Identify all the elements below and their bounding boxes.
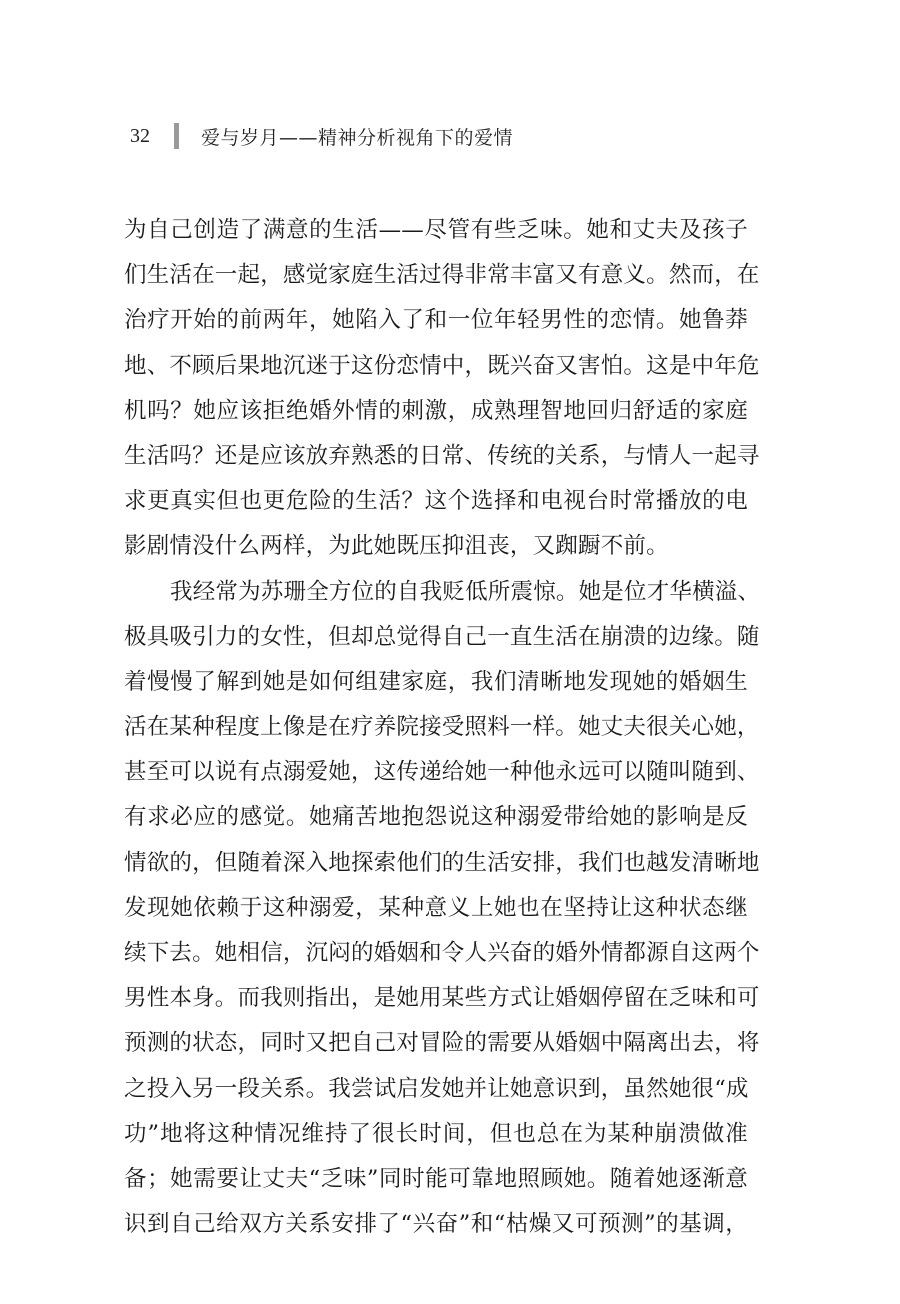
text-line: 活在某种程度上像是在疗养院接受照料一样。她丈夫很关心她， [124, 714, 760, 741]
text-line: 备；她需要让丈夫“乏味”同时能可靠地照顾她。随着她逐渐意 [124, 1165, 748, 1192]
text-line: 地、不顾后果地沉迷于这份恋情中，既兴奋又害怕。这是中年危 [124, 352, 760, 379]
page-number: 32 [130, 124, 150, 147]
text-line: 男性本身。而我则指出，是她用某些方式让婚姻停留在乏味和可 [124, 985, 760, 1012]
text-line: 我经常为苏珊全方位的自我贬低所震惊。她是位才华横溢、 [170, 578, 761, 605]
text-line: 影剧情没什么两样，为此她既压抑沮丧，又踟蹰不前。 [124, 533, 669, 560]
text-line: 之投入另一段关系。我尝试启发她并让她意识到，虽然她很“成 [124, 1075, 749, 1102]
text-line: 治疗开始的前两年，她陷入了和一位年轻男性的恋情。她鲁莽 [124, 307, 748, 334]
text-line: 情欲的，但随着深入地探索他们的生活安排，我们也越发清晰地 [124, 849, 760, 876]
text-line: 有求必应的感觉。她痛苦地抱怨说这种溺爱带给她的影响是反 [124, 804, 748, 831]
text-line: 为自己创造了满意的生活——尽管有些乏味。她和丈夫及孩子 [124, 217, 748, 243]
text-line: 识到自己给双方关系安排了“兴奋”和“枯燥又可预测”的基调， [124, 1211, 748, 1238]
text-line: 极具吸引力的女性，但却总觉得自己一直生活在崩溃的边缘。随 [124, 623, 760, 650]
header-divider [174, 123, 179, 149]
body-text [124, 208, 761, 1247]
text-line: 预测的状态，同时又把自己对冒险的需要从婚姻中隔离出去，将 [124, 1030, 760, 1057]
text-line: 们生活在一起，感觉家庭生活过得非常丰富又有意义。然而，在 [124, 262, 760, 289]
text-line: 功”地将这种情况维持了很长时间，但也总在为某种崩溃做准 [124, 1120, 748, 1147]
text-line: 机吗？她应该拒绝婚外情的刺激，成熟理智地回归舒适的家庭 [124, 397, 748, 424]
text-line: 求更真实但也更危险的生活？这个选择和电视台时常播放的电 [124, 488, 748, 515]
text-line: 着慢慢了解到她是如何组建家庭，我们清晰地发现她的婚姻生 [124, 668, 748, 695]
text-line: 发现她依赖于这种溺爱，某种意义上她也在坚持让这种状态继 [124, 894, 748, 921]
running-header [130, 118, 513, 154]
text-line: 生活吗？还是应该放弃熟悉的日常、传统的关系，与情人一起寻 [124, 442, 760, 469]
text-line: 续下去。她相信，沉闷的婚姻和令人兴奋的婚外情都源自这两个 [124, 940, 760, 966]
book-title: 爱与岁月——精神分析视角下的爱情 [201, 126, 514, 149]
text-line: 甚至可以说有点溺爱她，这传递给她一种他永远可以随叫随到、 [124, 759, 760, 786]
